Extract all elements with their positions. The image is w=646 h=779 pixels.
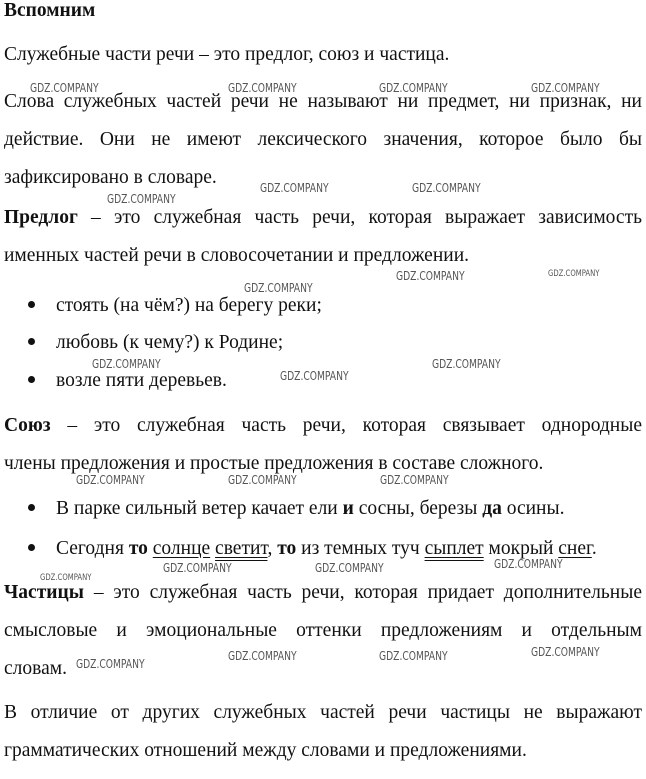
example-text: из темных туч — [296, 538, 425, 559]
watermark: GDZ.COMPANY — [531, 81, 600, 95]
watermark: GDZ.COMPANY — [260, 181, 329, 195]
example-text: осины. — [501, 498, 565, 519]
term-particles: Частицы — [4, 582, 84, 603]
list-item — [28, 539, 644, 559]
list-item — [28, 296, 644, 316]
watermark: GDZ.COMPANY — [396, 269, 465, 283]
definition-text: – это служебная часть речи, которая выражает зависимость — [77, 207, 642, 228]
intro-paragraph — [4, 45, 642, 65]
definition-line: словам. — [4, 658, 67, 679]
bullet-icon — [28, 301, 35, 308]
watermark: GDZ.COMPANY — [30, 81, 99, 95]
intro-text: Служебные части речи – это предлог, союз и частица. — [4, 44, 450, 65]
definition-line: именных частей речи в словосочетании и предложении. — [4, 245, 470, 266]
particle-definition — [4, 583, 642, 697]
term-conjunction: Союз — [4, 415, 51, 436]
watermark: GDZ.COMPANY — [380, 473, 449, 487]
watermark: GDZ.COMPANY — [40, 573, 92, 583]
paragraph-line: грамматических отношений между словами и предложениями. — [4, 740, 527, 761]
watermark: GDZ.COMPANY — [92, 357, 161, 371]
example-text: В парке сильный ветер качает ели — [56, 498, 343, 519]
example-highlight: то — [128, 538, 148, 559]
paragraph-line: действие. Они не имеют лексического значения, которое было бы — [4, 129, 642, 150]
watermark: GDZ.COMPANY — [531, 645, 600, 659]
example-highlight: то — [277, 538, 297, 559]
bullet-icon — [28, 504, 35, 511]
watermark: GDZ.COMPANY — [228, 473, 297, 487]
watermark: GDZ.COMPANY — [412, 181, 481, 195]
paragraph-line: зафиксировано в словаре. — [4, 167, 217, 188]
subject-underlined: солнце — [152, 538, 211, 559]
example-text: мокрый — [483, 538, 559, 559]
watermark: GDZ.COMPANY — [494, 557, 563, 571]
watermark: GDZ.COMPANY — [548, 269, 600, 279]
preposition-definition — [4, 208, 642, 284]
watermark: GDZ.COMPANY — [432, 357, 501, 371]
watermark: GDZ.COMPANY — [280, 369, 349, 383]
predicate-underlined: светит — [215, 538, 268, 559]
definition-line — [4, 416, 642, 454]
example-text: сосны, березы — [353, 498, 483, 519]
watermark: GDZ.COMPANY — [315, 561, 384, 575]
example-text: любовь (к чему?) к Родине; — [56, 332, 284, 353]
watermark: GDZ.COMPANY — [379, 649, 448, 663]
watermark: GDZ.COMPANY — [107, 192, 176, 206]
heading — [4, 1, 642, 21]
example-text: . — [591, 538, 597, 559]
definition-line: члены предложения и простые предложения в составе сложного. — [4, 453, 544, 474]
bullet-icon — [28, 376, 35, 383]
watermark: GDZ.COMPANY — [244, 281, 313, 295]
definition-text: – это служебная часть речи, которая связывает однородные — [50, 415, 642, 436]
example-text: возле пяти деревьев. — [56, 370, 227, 391]
paragraph-line: Слова служебных частей речи не называют ни предмет, ни признак, ни — [4, 91, 642, 112]
list-item — [28, 333, 644, 353]
definition-line — [4, 208, 642, 246]
watermark: GDZ.COMPANY — [228, 649, 297, 663]
example-text: стоять (на чём?) на берегу реки; — [56, 295, 322, 316]
bullet-icon — [28, 338, 35, 345]
paragraph-line: В отличие от других служебных частей речи частицы не выражают — [4, 702, 642, 723]
definition-text: – это служебная часть речи, которая придает дополнительные — [84, 582, 642, 603]
definition-line: смысловые и эмоциональные оттенки предложениям и отдельным — [4, 620, 642, 641]
watermark: GDZ.COMPANY — [228, 81, 297, 95]
example-highlight: да — [482, 498, 502, 519]
watermark: GDZ.COMPANY — [379, 81, 448, 95]
bullet-icon — [28, 544, 35, 551]
watermark: GDZ.COMPANY — [76, 473, 145, 487]
final-paragraph — [4, 703, 642, 779]
example-highlight: и — [342, 498, 354, 519]
example-text: Сегодня — [56, 538, 129, 559]
watermark: GDZ.COMPANY — [76, 657, 145, 671]
example-text: , — [267, 538, 278, 559]
predicate-underlined: сыплет — [424, 538, 484, 559]
term-preposition: Предлог — [4, 207, 78, 228]
definition-line — [4, 583, 642, 621]
subject-underlined: снег — [558, 538, 592, 559]
watermark: GDZ.COMPANY — [163, 561, 232, 575]
list-item — [28, 499, 644, 519]
heading-text: Вспомним — [4, 0, 96, 21]
